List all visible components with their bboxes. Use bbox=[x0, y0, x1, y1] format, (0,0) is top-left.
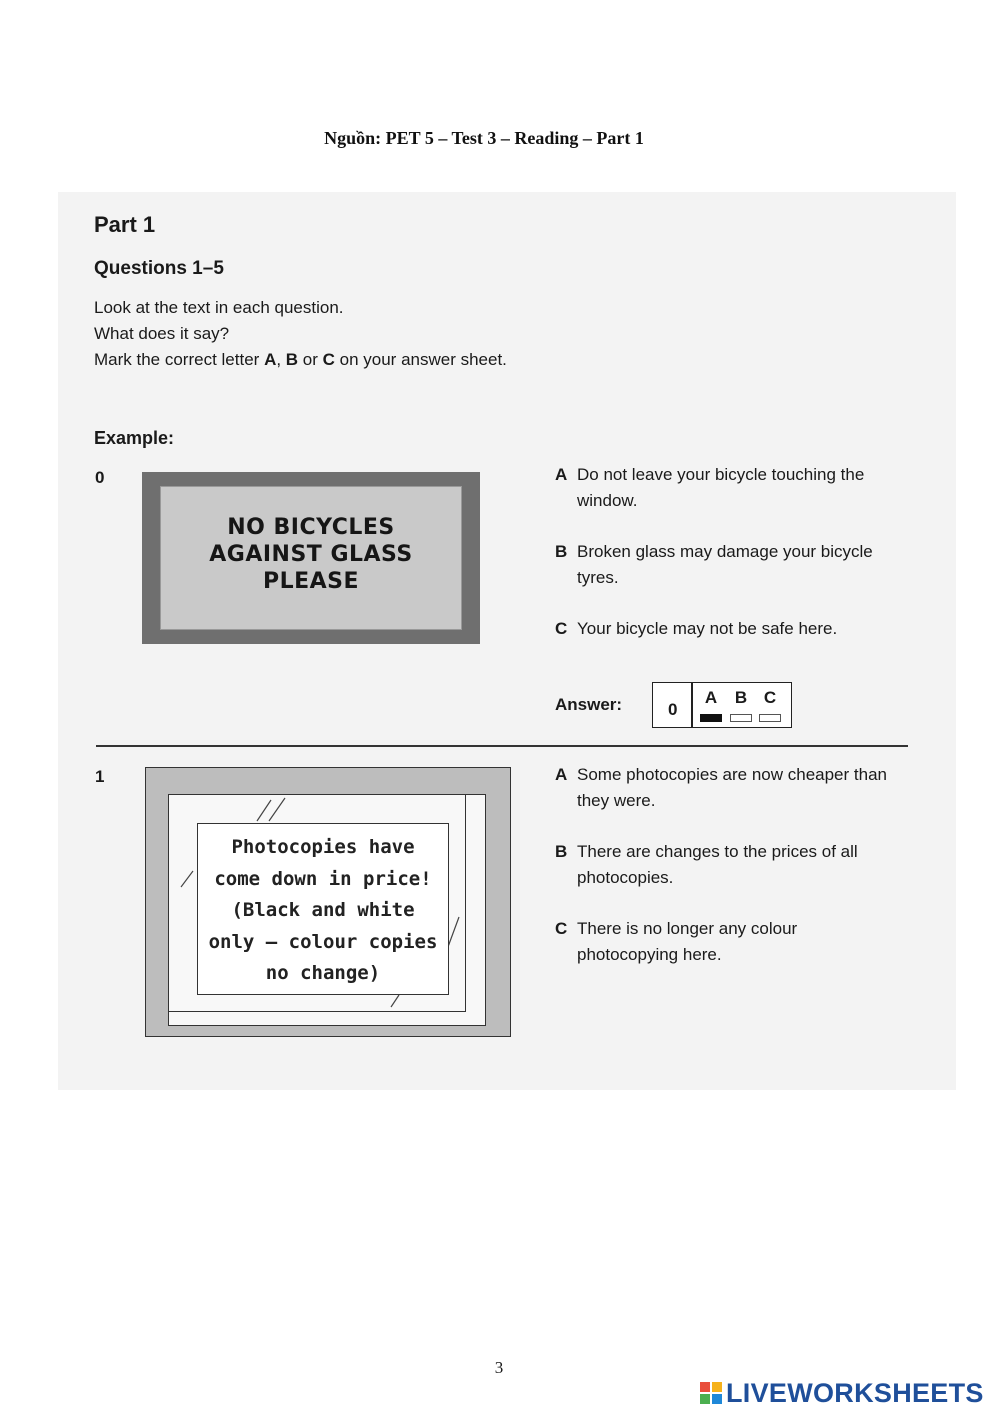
notice-line: Photocopies have bbox=[231, 836, 415, 858]
option-letter: A bbox=[555, 765, 568, 784]
notice-paper bbox=[197, 823, 449, 995]
question-1-number: 1 bbox=[95, 767, 105, 786]
example-option-b bbox=[555, 539, 915, 591]
option-letter: A bbox=[555, 465, 568, 484]
part-title: Part 1 bbox=[94, 212, 156, 237]
notice-line: only – colour copies bbox=[208, 931, 438, 953]
instruction-line-2: What does it say? bbox=[94, 324, 230, 343]
option-letter: B bbox=[555, 542, 568, 561]
notice-line: (Black and white bbox=[231, 899, 415, 921]
question-1-sign-image bbox=[145, 767, 511, 1037]
liveworksheets-logo-icon bbox=[700, 1382, 722, 1404]
answer-mark-c[interactable] bbox=[759, 714, 781, 722]
example-label: Example: bbox=[94, 428, 175, 448]
questions-title: Questions 1–5 bbox=[94, 258, 224, 279]
example-option-a bbox=[555, 462, 915, 514]
example-option-c bbox=[555, 616, 915, 642]
option-text: Some photocopies are now cheaper than they were. bbox=[577, 765, 887, 810]
sign-line: NO BICYCLES bbox=[227, 515, 395, 540]
page-number: 3 bbox=[494, 1358, 504, 1377]
example-sign-board bbox=[160, 486, 462, 630]
option-text: Broken glass may damage your bicycle tyres. bbox=[577, 542, 873, 587]
section-divider bbox=[96, 745, 908, 747]
notice-line: no change) bbox=[265, 962, 381, 984]
source-header: Nguồn: PET 5 – Test 3 – Reading – Part 1 bbox=[324, 128, 644, 148]
answer-box bbox=[652, 682, 792, 728]
notice-line: come down in price! bbox=[214, 868, 432, 890]
brand-name: LIVEWORKSHEETS bbox=[726, 1378, 984, 1408]
option-letter: C bbox=[555, 619, 568, 638]
option-text: Your bicycle may not be safe here. bbox=[577, 619, 838, 638]
window-frame bbox=[168, 794, 486, 1026]
instruction-line-1: Look at the text in each question. bbox=[94, 298, 344, 317]
sign-line: PLEASE bbox=[262, 569, 360, 594]
answer-letter-c: C bbox=[763, 688, 777, 707]
answer-mark-b[interactable] bbox=[730, 714, 752, 722]
option-text: There are changes to the prices of all photocopies. bbox=[577, 842, 858, 887]
example-sign-image bbox=[142, 472, 480, 644]
question-1-option-b[interactable] bbox=[555, 839, 915, 891]
option-text: Do not leave your bicycle touching the window. bbox=[577, 465, 865, 510]
instruction-line-3: Mark the correct letter A, B or C on your answer sheet. bbox=[94, 350, 507, 369]
question-1-option-a[interactable] bbox=[555, 762, 915, 814]
example-number: 0 bbox=[95, 468, 105, 487]
answer-label: Answer: bbox=[555, 695, 623, 714]
option-letter: C bbox=[555, 919, 568, 938]
option-letter: B bbox=[555, 842, 568, 861]
answer-letter-a: A bbox=[704, 688, 718, 707]
answer-mark-a[interactable] bbox=[700, 714, 722, 722]
answer-letter-b: B bbox=[734, 688, 748, 707]
answer-number: 0 bbox=[668, 700, 678, 719]
answer-divider bbox=[691, 683, 693, 727]
option-text: There is no longer any colour photocopying here. bbox=[577, 919, 798, 964]
question-1-option-c[interactable] bbox=[555, 916, 915, 968]
sign-line: AGAINST GLASS bbox=[209, 542, 413, 567]
